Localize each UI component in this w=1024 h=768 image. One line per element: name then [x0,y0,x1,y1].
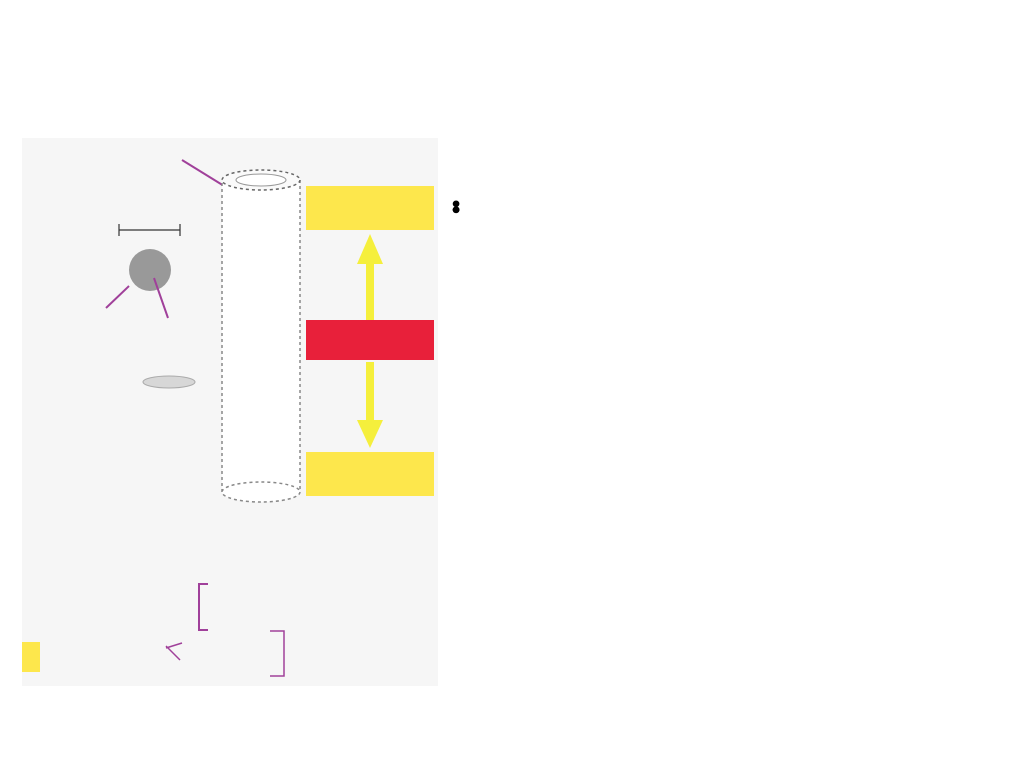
lumen [129,249,171,291]
banner-polarity [306,320,434,360]
protofilament-tube [222,170,300,502]
microtubule-column [143,376,195,388]
page-title [0,2,1024,74]
bullet-list [448,190,1008,196]
microtubule-figure [22,138,438,686]
microtubule-top-rim [143,376,195,388]
microtubule-diagram [22,138,438,686]
edge-fragment [22,642,40,672]
banner-minus-end [306,452,434,496]
banner-plus-end [306,186,434,230]
